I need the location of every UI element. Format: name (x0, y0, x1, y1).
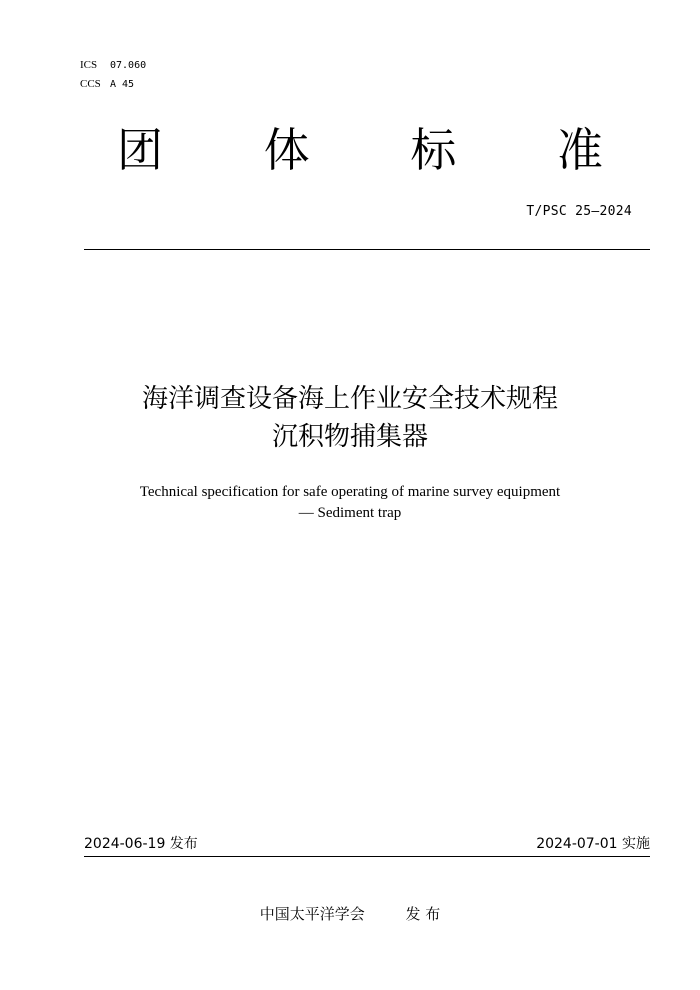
chinese-title-line-2: 沉积物捕集器 (271, 422, 428, 452)
ccs-label: CCS (80, 78, 101, 90)
english-title-line-2: — Sediment trap (298, 505, 402, 521)
ccs-value: A 45 (110, 79, 135, 90)
document-type-title (110, 118, 610, 182)
bottom-divider (84, 856, 650, 857)
title-char-1: 团 (117, 123, 163, 177)
publisher-action: 发 布 (405, 905, 441, 923)
title-char-3: 标 (410, 123, 457, 177)
issue-date: 2024-06-19 发布 (84, 836, 198, 852)
english-title (0, 482, 700, 524)
standard-number: T/PSC 25—2024 (526, 204, 632, 219)
ccs-row (80, 75, 146, 94)
chinese-title-line-1: 海洋调查设备海上作业安全技术规程 (141, 384, 558, 414)
title-char-2: 体 (263, 123, 310, 177)
chinese-title (0, 380, 700, 456)
title-char-4: 准 (556, 123, 603, 177)
implementation-date: 2024-07-01 实施 (536, 836, 650, 852)
classification-codes (80, 56, 146, 94)
top-divider (84, 249, 650, 250)
date-row (84, 834, 650, 854)
english-title-line-1: Technical specification for safe operating of marine survey equipment (139, 484, 561, 500)
publisher (0, 904, 700, 924)
ics-label: ICS (80, 59, 98, 71)
ics-row (80, 56, 146, 75)
publisher-organization: 中国太平洋学会 (259, 905, 365, 923)
ics-value: 07.060 (110, 60, 147, 71)
